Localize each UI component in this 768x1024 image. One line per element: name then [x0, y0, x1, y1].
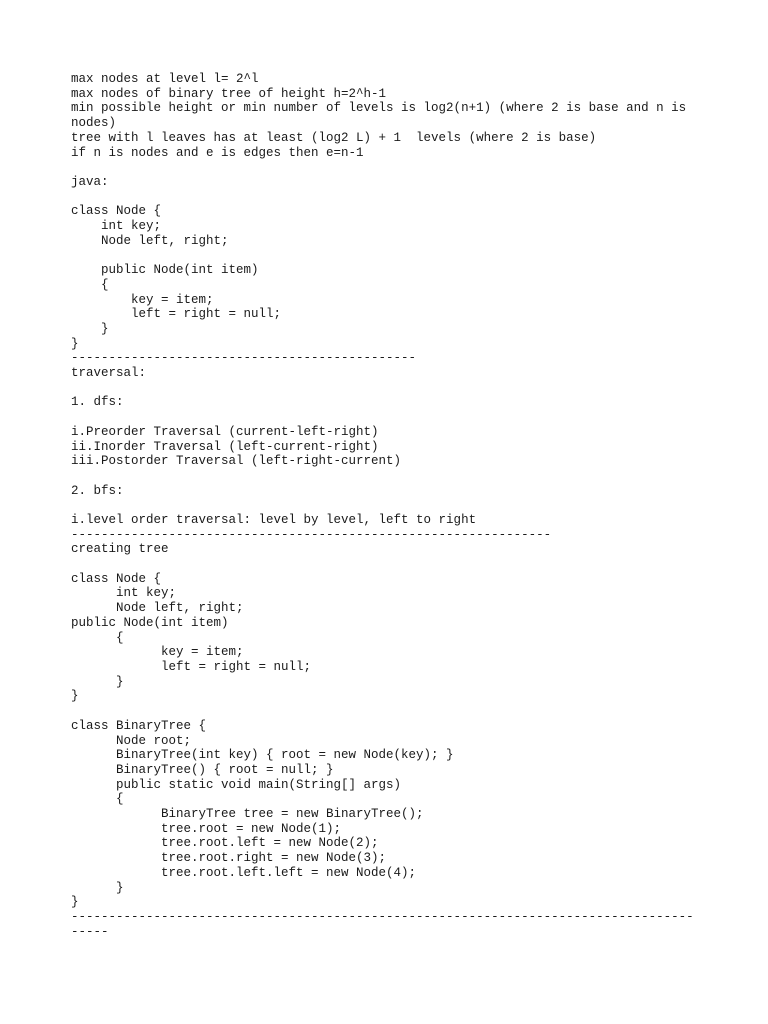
document-line: } — [71, 674, 124, 689]
document-line — [71, 557, 711, 572]
document-line: ---------------------------------------------------------------- — [71, 527, 552, 542]
document-line: tree with l leaves has at least (log2 L) + 1 levels (where 2 is base) — [71, 130, 597, 145]
document-line — [71, 190, 711, 205]
document-line — [71, 498, 711, 513]
document-line: class Node { — [71, 204, 162, 219]
document-line: int key; — [71, 219, 162, 233]
document-line: } — [71, 689, 79, 704]
document-line: } — [71, 880, 124, 895]
document-line: { — [71, 277, 109, 292]
document-line: if n is nodes and e is edges then e=n-1 — [71, 145, 364, 160]
document-line — [71, 160, 711, 175]
document-line: i.Preorder Traversal (current-left-right) — [71, 424, 379, 439]
document-line: max nodes at level l= 2^l — [71, 72, 259, 86]
document-line — [71, 410, 711, 425]
document-line: { — [71, 630, 124, 645]
document-line: BinaryTree tree = new BinaryTree(); — [71, 807, 424, 822]
document-line: public static void main(String[] args) — [71, 777, 402, 792]
document-line: } — [71, 895, 79, 910]
document-line: ---------------------------------------------- — [71, 351, 417, 366]
document-line: int key; — [71, 586, 177, 601]
document-line: class BinaryTree { — [71, 718, 207, 733]
document-line: ii.Inorder Traversal (left-current-right) — [71, 439, 379, 454]
document-line — [71, 381, 711, 396]
document-line: } — [71, 321, 109, 336]
document-line: public Node(int item) — [71, 615, 229, 630]
document-line: Node root; — [71, 733, 192, 748]
document-line: ----------------------------------------------------------------------------------- — [71, 909, 694, 924]
document-line: nodes) — [71, 116, 117, 131]
document-line — [71, 469, 711, 484]
document-line: traversal: — [71, 366, 147, 381]
document-line: key = item; — [71, 292, 214, 307]
document-line: 2. bfs: — [71, 483, 124, 498]
document-line: BinaryTree(int key) { root = new Node(key); } — [71, 748, 454, 763]
document-line: iii.Postorder Traversal (left-right-current) — [71, 454, 402, 469]
document-line: ----- — [71, 924, 109, 939]
document-body — [71, 72, 711, 939]
document-line: BinaryTree() { root = null; } — [71, 762, 334, 777]
document-line: { — [71, 792, 124, 807]
document-line: tree.root.right = new Node(3); — [71, 851, 387, 866]
document-line: creating tree — [71, 542, 169, 557]
document-line: class Node { — [71, 571, 162, 586]
document-line: Node left, right; — [71, 601, 244, 616]
document-line — [71, 704, 711, 719]
document-line — [71, 248, 711, 263]
document-line: key = item; — [71, 645, 244, 660]
document-line: tree.root.left = new Node(2); — [71, 836, 379, 851]
document-line: i.level order traversal: level by level, left to right — [71, 512, 477, 527]
document-line: left = right = null; — [71, 307, 282, 322]
document-line: left = right = null; — [71, 660, 312, 674]
document-line: public Node(int item) — [71, 263, 259, 278]
document-line: Node left, right; — [71, 233, 229, 248]
document-line: 1. dfs: — [71, 395, 124, 410]
document-line: min possible height or min number of levels is log2(n+1) (where 2 is base and n is — [71, 101, 687, 116]
document-line: java: — [71, 174, 109, 189]
document-line: tree.root.left.left = new Node(4); — [71, 865, 417, 880]
document-line: max nodes of binary tree of height h=2^h-1 — [71, 86, 387, 101]
document-line: tree.root = new Node(1); — [71, 821, 342, 836]
document-line: } — [71, 336, 79, 351]
